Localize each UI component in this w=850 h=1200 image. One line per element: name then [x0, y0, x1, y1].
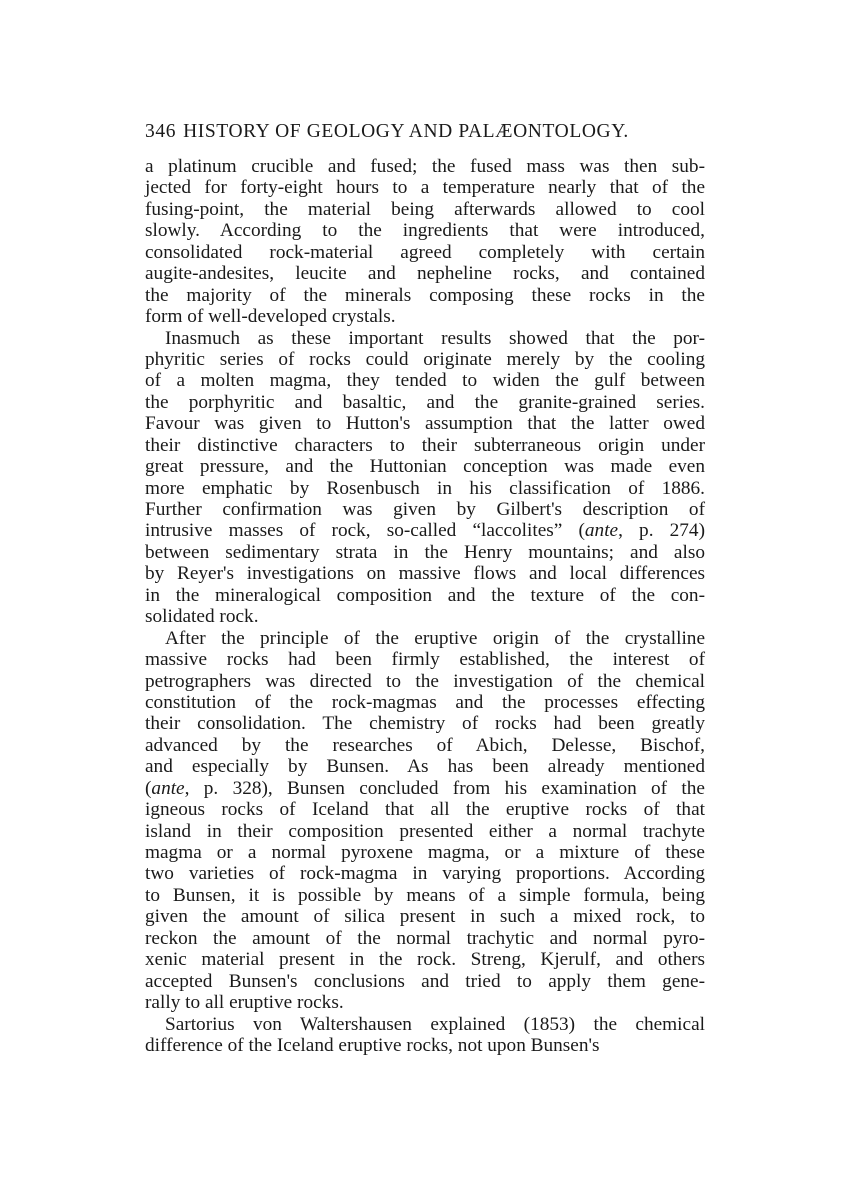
text-line: augite-andesites, leucite and nepheline rocks, and contained: [145, 263, 705, 285]
text-line: igneous rocks of Iceland that all the eruptive rocks of that: [145, 799, 705, 821]
text-line: the majority of the minerals composing these rocks in the: [145, 284, 705, 306]
paragraph: [145, 1014, 705, 1057]
running-title: HISTORY OF GEOLOGY AND PALÆONTOLOGY.: [183, 121, 629, 142]
page-number: 346: [145, 121, 177, 142]
text-line: more emphatic by Rosenbusch in his classification of 1886.: [145, 477, 705, 499]
text-line: fusing-point, the material being afterwards allowed to cool: [145, 198, 705, 220]
text-line: to Bunsen, it is possible by means of a simple formula, being: [145, 884, 705, 906]
text-line: consolidated rock-material agreed completely with certain: [145, 241, 705, 263]
book-page: [145, 118, 705, 1056]
text-line: between sedimentary strata in the Henry mountains; and also: [145, 541, 705, 563]
text-line: Further confirmation was given by Gilbert's description of: [145, 499, 705, 520]
text-line: constitution of the rock-magmas and the processes effecting: [145, 691, 705, 713]
text-line: two varieties of rock-magma in varying proportions. According: [145, 863, 705, 885]
text-line: massive rocks had been firmly established, the interest of: [145, 649, 705, 671]
text-line: intrusive masses of rock, so-called “laccolites” (ante, p. 274): [145, 520, 705, 542]
text-line: Sartorius von Waltershausen explained (1853) the chemical: [165, 1013, 705, 1035]
text-line: After the principle of the eruptive origin of the crystalline: [165, 627, 705, 649]
body-text: [145, 156, 705, 1056]
text-line: Inasmuch as these important results showed that the por-: [165, 327, 705, 349]
text-line: rally to all eruptive rocks.: [145, 992, 344, 1014]
text-line: of a molten magma, they tended to widen the gulf between: [145, 370, 705, 392]
text-line: great pressure, and the Huttonian conception was made even: [145, 456, 705, 478]
text-line: a platinum crucible and fused; the fused mass was then sub-: [145, 156, 705, 177]
text-line: Favour was given to Hutton's assumption that the latter owed: [145, 413, 705, 435]
text-line: (ante, p. 328), Bunsen concluded from his examination of the: [145, 777, 705, 799]
text-line: jected for forty-eight hours to a temperature nearly that of the: [145, 177, 705, 199]
text-line: solidated rock.: [145, 606, 259, 628]
text-line: magma or a normal pyroxene magma, or a mixture of these: [145, 842, 705, 863]
paragraph: [145, 156, 705, 328]
running-head: [145, 118, 705, 146]
text-line: the porphyritic and basaltic, and the granite-grained series.: [145, 391, 705, 413]
text-line: slowly. According to the ingredients that were introduced,: [145, 220, 705, 242]
paragraph: [145, 628, 705, 1014]
text-line: accepted Bunsen's conclusions and tried to apply them gene-: [145, 970, 705, 992]
text-line: advanced by the researches of Abich, Delesse, Bischof,: [145, 734, 705, 756]
text-line: form of well-developed crystals.: [145, 306, 396, 328]
text-line: given the amount of silica present in such a mixed rock, to: [145, 906, 705, 928]
text-line: xenic material present in the rock. Streng, Kjerulf, and others: [145, 949, 705, 971]
text-line: petrographers was directed to the investigation of the chemical: [145, 670, 705, 692]
paragraph: [145, 328, 705, 628]
text-line: by Reyer's investigations on massive flows and local differences: [145, 563, 705, 585]
text-line: their distinctive characters to their subterraneous origin under: [145, 434, 705, 456]
text-line: in the mineralogical composition and the texture of the con-: [145, 584, 705, 606]
text-line: island in their composition presented either a normal trachyte: [145, 820, 705, 842]
text-line: reckon the amount of the normal trachytic and normal pyro-: [145, 927, 705, 949]
text-line: and especially by Bunsen. As has been already mentioned: [145, 756, 705, 778]
text-line: their consolidation. The chemistry of rocks had been greatly: [145, 713, 705, 735]
text-line: difference of the Iceland eruptive rocks, not upon Bunsen's: [145, 1034, 600, 1056]
text-line: phyritic series of rocks could originate merely by the cooling: [145, 348, 705, 370]
